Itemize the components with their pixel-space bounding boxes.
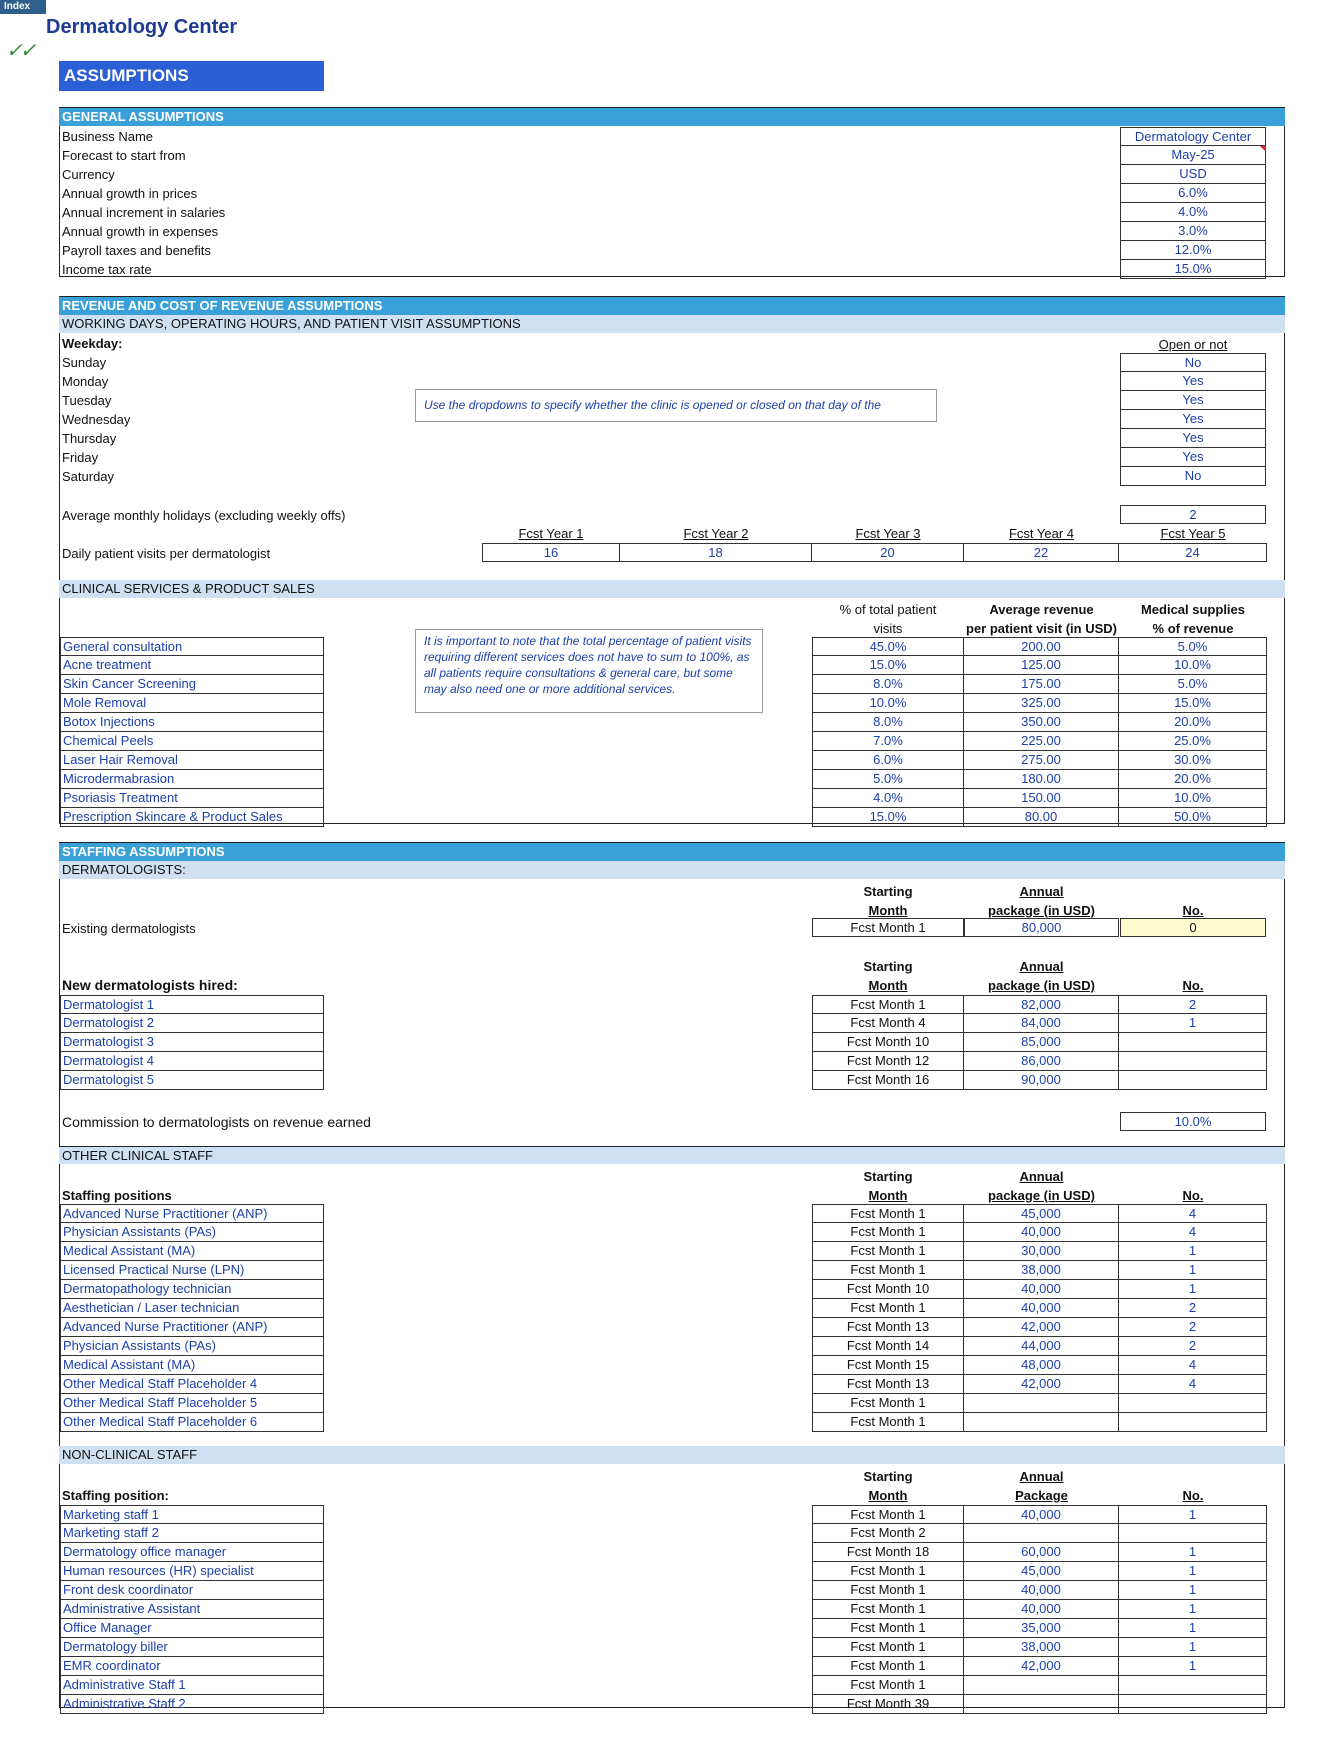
nc-starting-header-1: Starting xyxy=(863,1469,913,1484)
service-pct-visits[interactable]: 6.0% xyxy=(812,751,964,770)
staff-start-month[interactable]: Fcst Month 1 xyxy=(812,1505,964,1524)
derm-starting-header-1: Starting xyxy=(863,884,913,899)
general-row-label: Forecast to start from xyxy=(62,148,186,163)
service-avg-revenue[interactable]: 180.00 xyxy=(964,770,1119,789)
staff-count[interactable]: 2 xyxy=(1119,995,1267,1014)
service-pct-visits[interactable]: 8.0% xyxy=(812,713,964,732)
staff-count[interactable] xyxy=(1119,1676,1267,1695)
existing-derm-label: Existing dermatologists xyxy=(62,921,196,936)
staff-count[interactable]: 2 xyxy=(1119,1299,1267,1318)
clinical-staff-position[interactable]: Other Medical Staff Placeholder 5 xyxy=(60,1394,324,1413)
staff-start-month[interactable]: Fcst Month 1 xyxy=(812,1299,964,1318)
staff-annual-package[interactable] xyxy=(964,1695,1119,1714)
staff-annual-package[interactable]: 42,000 xyxy=(964,1375,1119,1394)
daily-visits-value[interactable]: 20 xyxy=(812,543,964,562)
weekday-open-dropdown[interactable]: Yes xyxy=(1120,372,1266,391)
staff-annual-package[interactable]: 40,000 xyxy=(964,1600,1119,1619)
staff-count[interactable]: 1 xyxy=(1119,1505,1267,1524)
staff-count[interactable]: 1 xyxy=(1119,1638,1267,1657)
staff-count[interactable]: 1 xyxy=(1119,1619,1267,1638)
general-row-label: Payroll taxes and benefits xyxy=(62,243,211,258)
service-supplies-pct[interactable]: 30.0% xyxy=(1119,751,1267,770)
new-derm-annual-header-2: package (in USD) xyxy=(988,978,1095,993)
staff-start-month[interactable]: Fcst Month 1 xyxy=(812,1394,964,1413)
derm-no-header: No. xyxy=(1182,903,1204,918)
clinical-staff-position[interactable]: Other Medical Staff Placeholder 6 xyxy=(60,1413,324,1432)
staff-count[interactable]: 1 xyxy=(1119,1242,1267,1261)
staff-annual-package[interactable]: 40,000 xyxy=(964,1581,1119,1600)
staff-annual-package[interactable]: 48,000 xyxy=(964,1356,1119,1375)
staff-count[interactable] xyxy=(1119,1033,1267,1052)
general-row-value[interactable]: 6.0% xyxy=(1120,184,1266,203)
staff-start-month[interactable]: Fcst Month 1 xyxy=(812,1581,964,1600)
general-row-label: Annual growth in expenses xyxy=(62,224,219,239)
forecast-year-header: Fcst Year 2 xyxy=(683,526,749,541)
staff-start-month[interactable]: Fcst Month 10 xyxy=(812,1280,964,1299)
service-name[interactable]: Mole Removal xyxy=(60,694,324,713)
service-name[interactable]: Skin Cancer Screening xyxy=(60,675,324,694)
service-pct-visits[interactable]: 4.0% xyxy=(812,789,964,808)
general-assumptions-header: GENERAL ASSUMPTIONS xyxy=(59,108,1285,126)
staff-annual-package[interactable] xyxy=(964,1676,1119,1695)
service-supplies-pct[interactable]: 50.0% xyxy=(1119,808,1267,827)
dropdown-note: Use the dropdowns to specify whether the clinic is opened or closed on that day of the xyxy=(415,389,937,422)
service-supplies-pct[interactable]: 5.0% xyxy=(1119,675,1267,694)
new-derm-starting-header-2: Month xyxy=(868,978,908,993)
staff-count[interactable] xyxy=(1119,1052,1267,1071)
staff-start-month[interactable]: Fcst Month 1 xyxy=(812,1638,964,1657)
staff-start-month[interactable]: Fcst Month 16 xyxy=(812,1071,964,1090)
working-days-subheader: WORKING DAYS, OPERATING HOURS, AND PATIENT VISIT ASSUMPTIONS xyxy=(59,315,1285,333)
non-clinical-staff-position[interactable]: Office Manager xyxy=(60,1619,324,1638)
weekday-name: Thursday xyxy=(62,431,117,446)
service-pct-visits[interactable]: 7.0% xyxy=(812,732,964,751)
existing-derm-start[interactable]: Fcst Month 1 xyxy=(812,918,964,937)
new-dermatologist-name[interactable]: Dermatologist 2 xyxy=(60,1014,324,1033)
forecast-year-header: Fcst Year 1 xyxy=(518,526,584,541)
staff-count[interactable]: 1 xyxy=(1119,1280,1267,1299)
service-name[interactable]: Prescription Skincare & Product Sales xyxy=(60,808,324,827)
non-clinical-staff-position[interactable]: Administrative Assistant xyxy=(60,1600,324,1619)
staff-annual-package[interactable] xyxy=(964,1413,1119,1432)
comment-marker xyxy=(1260,146,1266,152)
clinical-staff-position[interactable]: Other Medical Staff Placeholder 4 xyxy=(60,1375,324,1394)
staff-start-month[interactable]: Fcst Month 1 xyxy=(812,1261,964,1280)
general-assumptions-section xyxy=(59,107,1285,277)
holidays-label: Average monthly holidays (excluding weekly offs) xyxy=(62,508,346,523)
staff-start-month[interactable]: Fcst Month 13 xyxy=(812,1318,964,1337)
clinical-staff-position[interactable]: Medical Assistant (MA) xyxy=(60,1242,324,1261)
weekday-open-dropdown[interactable]: Yes xyxy=(1120,448,1266,467)
nc-starting-header-2: Month xyxy=(868,1488,908,1503)
service-pct-visits[interactable]: 5.0% xyxy=(812,770,964,789)
staff-start-month[interactable]: Fcst Month 10 xyxy=(812,1033,964,1052)
staff-count[interactable] xyxy=(1119,1695,1267,1714)
clinical-staff-position[interactable]: Physician Assistants (PAs) xyxy=(60,1337,324,1356)
weekday-name: Saturday xyxy=(62,469,115,484)
page-title: Dermatology Center xyxy=(46,16,238,38)
staff-start-month[interactable]: Fcst Month 1 xyxy=(812,1413,964,1432)
weekday-label: Weekday: xyxy=(62,336,123,351)
other-annual-header-1: Annual xyxy=(1019,1169,1064,1184)
service-avg-revenue[interactable]: 175.00 xyxy=(964,675,1119,694)
other-no-header: No. xyxy=(1182,1188,1204,1203)
staff-annual-package[interactable]: 42,000 xyxy=(964,1657,1119,1676)
staff-start-month[interactable]: Fcst Month 13 xyxy=(812,1375,964,1394)
service-pct-visits[interactable]: 8.0% xyxy=(812,675,964,694)
non-clinical-staff-position[interactable]: Marketing staff 1 xyxy=(60,1505,324,1524)
clinical-services-subheader: CLINICAL SERVICES & PRODUCT SALES xyxy=(59,580,1285,598)
staff-annual-package[interactable]: 42,000 xyxy=(964,1318,1119,1337)
service-name[interactable]: Psoriasis Treatment xyxy=(60,789,324,808)
staff-start-month[interactable]: Fcst Month 1 xyxy=(812,1676,964,1695)
staff-annual-package[interactable]: 40,000 xyxy=(964,1223,1119,1242)
staff-annual-package[interactable]: 60,000 xyxy=(964,1543,1119,1562)
clinical-staff-position[interactable]: Aesthetician / Laser technician xyxy=(60,1299,324,1318)
non-clinical-staff-position[interactable]: Administrative Staff 2 xyxy=(60,1695,324,1714)
general-row-label: Income tax rate xyxy=(62,262,152,277)
weekday-open-dropdown[interactable]: Yes xyxy=(1120,410,1266,429)
staff-count[interactable] xyxy=(1119,1394,1267,1413)
daily-visits-value[interactable]: 24 xyxy=(1119,543,1267,562)
weekday-open-dropdown[interactable]: No xyxy=(1120,353,1266,372)
weekday-name: Friday xyxy=(62,450,99,465)
service-avg-revenue[interactable]: 275.00 xyxy=(964,751,1119,770)
service-name[interactable]: General consultation xyxy=(60,637,324,656)
staff-start-month[interactable]: Fcst Month 1 xyxy=(812,1223,964,1242)
other-clinical-subheader: OTHER CLINICAL STAFF xyxy=(59,1146,1285,1164)
service-supplies-pct[interactable]: 5.0% xyxy=(1119,637,1267,656)
avg-revenue-header-1: Average revenue xyxy=(989,602,1094,617)
index-link-button[interactable]: Index xyxy=(0,0,46,14)
clinical-staff-position[interactable]: Licensed Practical Nurse (LPN) xyxy=(60,1261,324,1280)
commission-label: Commission to dermatologists on revenue earned xyxy=(62,1114,371,1130)
service-avg-revenue[interactable]: 125.00 xyxy=(964,656,1119,675)
new-dermatologist-name[interactable]: Dermatologist 5 xyxy=(60,1071,324,1090)
service-supplies-pct[interactable]: 20.0% xyxy=(1119,713,1267,732)
non-clinical-staff-position[interactable]: Marketing staff 2 xyxy=(60,1524,324,1543)
non-clinical-staff-position[interactable]: Administrative Staff 1 xyxy=(60,1676,324,1695)
supplies-header-1: Medical supplies xyxy=(1140,602,1246,617)
non-clinical-staff-position[interactable]: EMR coordinator xyxy=(60,1657,324,1676)
clinical-staff-position[interactable]: Medical Assistant (MA) xyxy=(60,1356,324,1375)
staff-start-month[interactable]: Fcst Month 2 xyxy=(812,1524,964,1543)
services-note: It is important to note that the total percentage of patient visits requiring different services does not have to sum to 100%, as all patients require consultations & general care, but some may also need one or more additional services. xyxy=(415,629,763,713)
new-derm-starting-header-1: Starting xyxy=(863,959,913,974)
staff-annual-package[interactable]: 45,000 xyxy=(964,1204,1119,1223)
non-clinical-staff-position[interactable]: Dermatology office manager xyxy=(60,1543,324,1562)
service-avg-revenue[interactable]: 200.00 xyxy=(964,637,1119,656)
checkmark-icon: ✓✓ xyxy=(6,40,34,62)
daily-visits-value[interactable]: 18 xyxy=(620,543,812,562)
staff-start-month[interactable]: Fcst Month 1 xyxy=(812,995,964,1014)
weekday-name: Sunday xyxy=(62,355,107,370)
staff-count[interactable]: 2 xyxy=(1119,1337,1267,1356)
service-supplies-pct[interactable]: 10.0% xyxy=(1119,789,1267,808)
pct-visits-header-1: % of total patient xyxy=(839,602,937,617)
staff-count[interactable]: 1 xyxy=(1119,1581,1267,1600)
daily-visits-value[interactable]: 22 xyxy=(964,543,1119,562)
staff-annual-package[interactable]: 82,000 xyxy=(964,995,1119,1014)
service-pct-visits[interactable]: 15.0% xyxy=(812,808,964,827)
staff-start-month[interactable]: Fcst Month 18 xyxy=(812,1543,964,1562)
nc-no-header: No. xyxy=(1182,1488,1204,1503)
staff-annual-package[interactable]: 44,000 xyxy=(964,1337,1119,1356)
staff-start-month[interactable]: Fcst Month 1 xyxy=(812,1562,964,1581)
staff-count[interactable]: 1 xyxy=(1119,1014,1267,1033)
non-clinical-staff-position[interactable]: Front desk coordinator xyxy=(60,1581,324,1600)
staff-annual-package[interactable]: 38,000 xyxy=(964,1638,1119,1657)
derm-annual-header-1: Annual xyxy=(1019,884,1064,899)
general-row-value[interactable]: 4.0% xyxy=(1120,203,1266,222)
clinical-staff-position[interactable]: Advanced Nurse Practitioner (ANP) xyxy=(60,1318,324,1337)
avg-revenue-header-2: per patient visit (in USD) xyxy=(966,621,1117,636)
staff-count[interactable]: 1 xyxy=(1119,1261,1267,1280)
staff-annual-package[interactable]: 45,000 xyxy=(964,1562,1119,1581)
weekday-name: Tuesday xyxy=(62,393,112,408)
staff-count[interactable]: 4 xyxy=(1119,1356,1267,1375)
service-name[interactable]: Chemical Peels xyxy=(60,732,324,751)
service-pct-visits[interactable]: 10.0% xyxy=(812,694,964,713)
staff-count[interactable]: 4 xyxy=(1119,1223,1267,1242)
service-avg-revenue[interactable]: 80.00 xyxy=(964,808,1119,827)
staffing-position-label: Staffing position: xyxy=(62,1488,169,1503)
non-clinical-staff-position[interactable]: Dermatology biller xyxy=(60,1638,324,1657)
open-or-not-header: Open or not xyxy=(1158,337,1228,352)
staff-count[interactable] xyxy=(1119,1524,1267,1543)
staff-count[interactable]: 1 xyxy=(1119,1562,1267,1581)
staff-count[interactable]: 1 xyxy=(1119,1657,1267,1676)
staff-count[interactable]: 4 xyxy=(1119,1204,1267,1223)
staff-start-month[interactable]: Fcst Month 15 xyxy=(812,1356,964,1375)
nc-annual-header-1: Annual xyxy=(1019,1469,1064,1484)
general-row-value[interactable]: 3.0% xyxy=(1120,222,1266,241)
clinical-staff-position[interactable]: Dermatopathology technician xyxy=(60,1280,324,1299)
staff-annual-package[interactable]: 40,000 xyxy=(964,1299,1119,1318)
staff-annual-package[interactable]: 90,000 xyxy=(964,1071,1119,1090)
non-clinical-subheader: NON-CLINICAL STAFF xyxy=(59,1446,1285,1464)
holidays-value[interactable]: 2 xyxy=(1120,505,1266,524)
non-clinical-staff-position[interactable]: Human resources (HR) specialist xyxy=(60,1562,324,1581)
new-derm-no-header: No. xyxy=(1182,978,1204,993)
staff-annual-package[interactable] xyxy=(964,1524,1119,1543)
pct-visits-header-2: visits xyxy=(873,621,903,636)
other-starting-header-1: Starting xyxy=(863,1169,913,1184)
staff-annual-package[interactable]: 86,000 xyxy=(964,1052,1119,1071)
service-pct-visits[interactable]: 15.0% xyxy=(812,656,964,675)
existing-derm-no[interactable]: 0 xyxy=(1120,918,1266,937)
service-avg-revenue[interactable]: 350.00 xyxy=(964,713,1119,732)
forecast-year-header: Fcst Year 3 xyxy=(855,526,921,541)
assumptions-banner: ASSUMPTIONS xyxy=(59,61,324,91)
service-supplies-pct[interactable]: 25.0% xyxy=(1119,732,1267,751)
existing-derm-package[interactable]: 80,000 xyxy=(964,918,1119,937)
weekday-name: Wednesday xyxy=(62,412,131,427)
staff-start-month[interactable]: Fcst Month 1 xyxy=(812,1242,964,1261)
staff-annual-package[interactable]: 85,000 xyxy=(964,1033,1119,1052)
staff-count[interactable]: 2 xyxy=(1119,1318,1267,1337)
forecast-year-header: Fcst Year 4 xyxy=(1008,526,1075,541)
staff-start-month[interactable]: Fcst Month 1 xyxy=(812,1619,964,1638)
revenue-header: REVENUE AND COST OF REVENUE ASSUMPTIONS xyxy=(59,297,1285,315)
staff-annual-package[interactable]: 84,000 xyxy=(964,1014,1119,1033)
other-annual-header-2: package (in USD) xyxy=(988,1188,1095,1203)
staff-count[interactable] xyxy=(1119,1071,1267,1090)
staff-annual-package[interactable]: 38,000 xyxy=(964,1261,1119,1280)
staff-count[interactable]: 4 xyxy=(1119,1375,1267,1394)
staff-annual-package[interactable]: 40,000 xyxy=(964,1505,1119,1524)
general-row-value[interactable]: Dermatology Center xyxy=(1120,127,1266,146)
clinical-staff-position[interactable]: Physician Assistants (PAs) xyxy=(60,1223,324,1242)
dermatologists-subheader: DERMATOLOGISTS: xyxy=(59,861,1285,879)
new-derms-label: New dermatologists hired: xyxy=(62,977,238,993)
service-name[interactable]: Microdermabrasion xyxy=(60,770,324,789)
general-row-value[interactable]: May-25 xyxy=(1120,146,1266,165)
service-avg-revenue[interactable]: 225.00 xyxy=(964,732,1119,751)
staff-start-month[interactable]: Fcst Month 14 xyxy=(812,1337,964,1356)
service-name[interactable]: Acne treatment xyxy=(60,656,324,675)
new-dermatologist-name[interactable]: Dermatologist 4 xyxy=(60,1052,324,1071)
general-row-value[interactable]: USD xyxy=(1120,165,1266,184)
service-avg-revenue[interactable]: 150.00 xyxy=(964,789,1119,808)
general-row-label: Business Name xyxy=(62,129,154,144)
staff-annual-package[interactable]: 35,000 xyxy=(964,1619,1119,1638)
new-derm-annual-header-1: Annual xyxy=(1019,959,1064,974)
staff-count[interactable]: 1 xyxy=(1119,1600,1267,1619)
other-starting-header-2: Month xyxy=(868,1188,908,1203)
weekday-open-dropdown[interactable]: No xyxy=(1120,467,1266,486)
staff-start-month[interactable]: Fcst Month 1 xyxy=(812,1204,964,1223)
staff-count[interactable]: 1 xyxy=(1119,1543,1267,1562)
staff-start-month[interactable]: Fcst Month 12 xyxy=(812,1052,964,1071)
general-row-label: Annual growth in prices xyxy=(62,186,198,201)
derm-starting-header-2: Month xyxy=(868,903,908,918)
commission-value[interactable]: 10.0% xyxy=(1120,1112,1266,1131)
nc-annual-header-2: Package xyxy=(1015,1488,1068,1503)
new-dermatologist-name[interactable]: Dermatologist 1 xyxy=(60,995,324,1014)
weekday-open-dropdown[interactable]: Yes xyxy=(1120,391,1266,410)
clinical-staff-position[interactable]: Advanced Nurse Practitioner (ANP) xyxy=(60,1204,324,1223)
supplies-header-2: % of revenue xyxy=(1152,621,1234,636)
staff-start-month[interactable]: Fcst Month 4 xyxy=(812,1014,964,1033)
general-row-value[interactable]: 12.0% xyxy=(1120,241,1266,260)
service-pct-visits[interactable]: 45.0% xyxy=(812,637,964,656)
daily-visits-label: Daily patient visits per dermatologist xyxy=(62,546,271,561)
service-avg-revenue[interactable]: 325.00 xyxy=(964,694,1119,713)
forecast-year-header: Fcst Year 5 xyxy=(1160,526,1226,541)
staff-start-month[interactable]: Fcst Month 1 xyxy=(812,1600,964,1619)
service-supplies-pct[interactable]: 15.0% xyxy=(1119,694,1267,713)
service-supplies-pct[interactable]: 20.0% xyxy=(1119,770,1267,789)
service-name[interactable]: Laser Hair Removal xyxy=(60,751,324,770)
general-row-label: Currency xyxy=(62,167,115,182)
staff-start-month[interactable]: Fcst Month 1 xyxy=(812,1657,964,1676)
staff-annual-package[interactable] xyxy=(964,1394,1119,1413)
service-supplies-pct[interactable]: 10.0% xyxy=(1119,656,1267,675)
weekday-name: Monday xyxy=(62,374,109,389)
new-dermatologist-name[interactable]: Dermatologist 3 xyxy=(60,1033,324,1052)
daily-visits-value[interactable]: 16 xyxy=(482,543,620,562)
staff-annual-package[interactable]: 30,000 xyxy=(964,1242,1119,1261)
weekday-open-dropdown[interactable]: Yes xyxy=(1120,429,1266,448)
staff-count[interactable] xyxy=(1119,1413,1267,1432)
staff-annual-package[interactable]: 40,000 xyxy=(964,1280,1119,1299)
staffing-positions-label: Staffing positions xyxy=(62,1188,172,1203)
staff-start-month[interactable]: Fcst Month 39 xyxy=(812,1695,964,1714)
derm-annual-header-2: package (in USD) xyxy=(988,903,1095,918)
general-row-value[interactable]: 15.0% xyxy=(1120,260,1266,279)
service-name[interactable]: Botox Injections xyxy=(60,713,324,732)
staffing-header: STAFFING ASSUMPTIONS xyxy=(59,843,1285,861)
general-row-label: Annual increment in salaries xyxy=(62,205,226,220)
